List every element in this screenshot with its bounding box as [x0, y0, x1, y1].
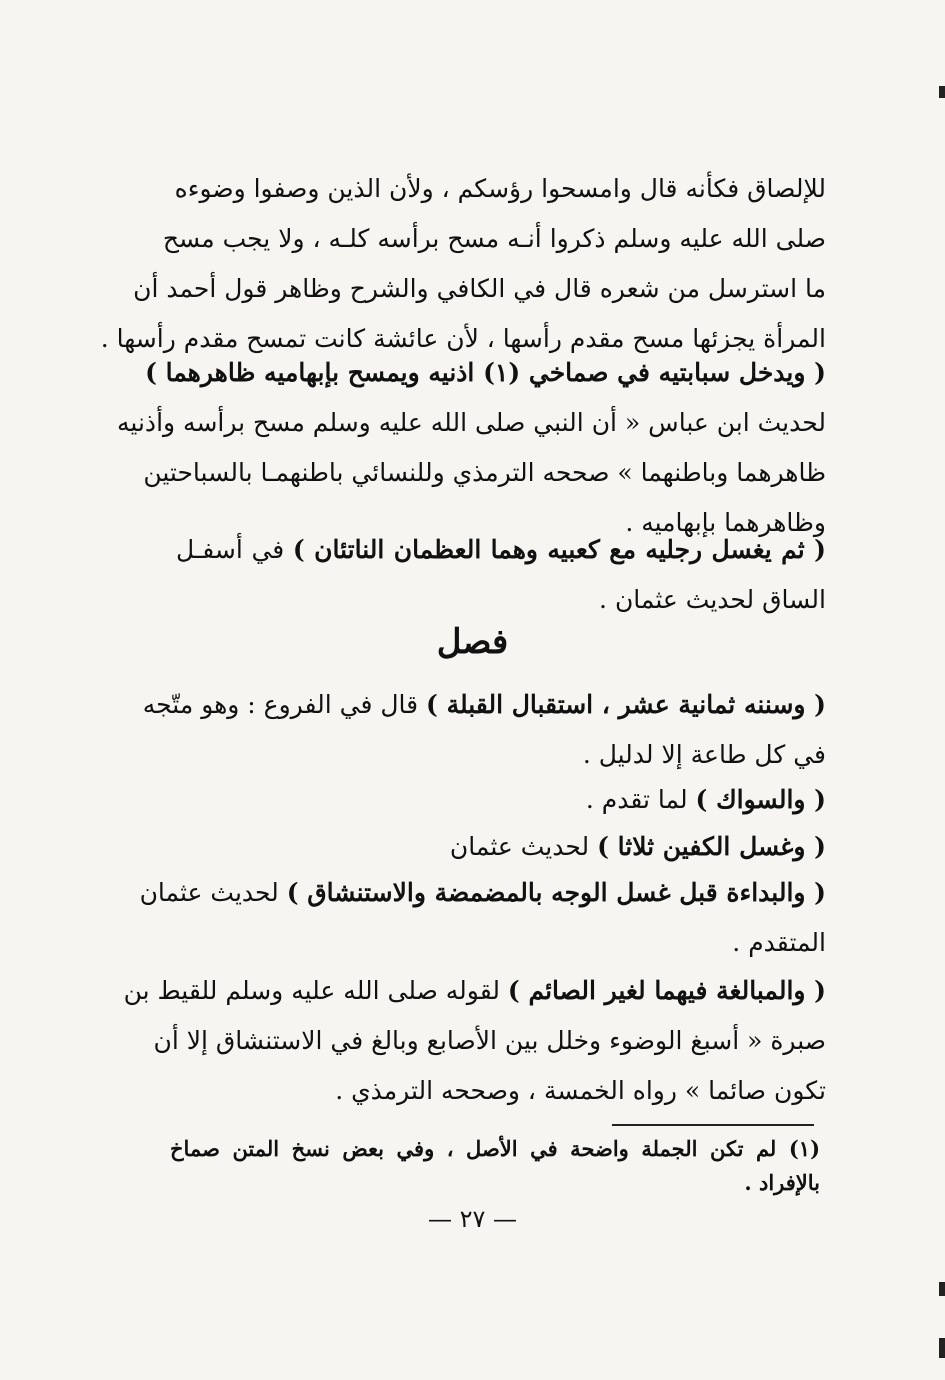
commentary-text: لحديث عثمان [449, 832, 590, 861]
text-line: ظاهرهما وباطنهما » صححه الترمذي وللنسائي باطنهمـا بالسباحتين [143, 458, 826, 487]
matn-text: ( وسننه ثمانية عشر ، استقبال القبلة ) [426, 690, 826, 719]
text-line [123, 966, 826, 1016]
text-line [142, 680, 826, 730]
commentary-text: لحديث عثمان [139, 878, 279, 907]
text-line [176, 822, 826, 872]
text-line [139, 868, 826, 918]
commentary-text: لما تقدم . [585, 785, 688, 814]
text-line: في كل طاعة إلا لدليل . [582, 740, 826, 769]
matn-text: ( ثم يغسل رجليه مع كعبيه وهما العظمان الناتئان ) [292, 535, 826, 564]
text-line: لحديث ابن عباس « أن النبي صلى الله عليه وسلم مسح برأسه وأذنيه [117, 408, 826, 437]
footnote-line: بالإفراد . [744, 1170, 820, 1195]
commentary-text: لقوله صلى الله عليه وسلم للقيط بن [123, 976, 500, 1005]
matn-heading: ( ويدخل سبابتيه في صماخي (١) اذنيه ويمسح بإبهاميه ظاهرهما ) [145, 358, 826, 387]
matn-text: ( والبداءة قبل غسل الوجه بالمضمضة والاستنشاق ) [286, 878, 826, 907]
scan-edge-mark [939, 1282, 945, 1296]
footnote-divider [612, 1124, 814, 1126]
scan-edge-mark [939, 86, 945, 98]
matn-text: ( وغسل الكفين ثلاثا ) [597, 832, 826, 861]
paragraph-1 [100, 164, 826, 364]
paragraph-8 [123, 966, 826, 1116]
footnote-line: (١) لم تكن الجملة واضحة في الأصل ، وفي بعض نسخ المتن صماخ [170, 1136, 820, 1161]
commentary-text: قال في الفروع : وهو متّجه [142, 690, 419, 719]
section-title: فصل [436, 622, 509, 662]
commentary-text: في أسفـل [176, 535, 285, 564]
text-line: الساق لحديث عثمان . [599, 585, 826, 614]
text-line: تكون صائما » رواه الخمسة ، وصححه الترمذي . [335, 1076, 826, 1105]
text-line: المرأة يجزئها مسح مقدم رأسها ، لأن عائشة كانت تمسح مقدم رأسها . [100, 324, 826, 353]
paragraph-2 [117, 348, 826, 548]
paragraph-3 [176, 525, 826, 625]
footnote [170, 1132, 820, 1200]
text-line: صلى الله عليه وسلم ذكروا أنـه مسح برأسه كلـه ، ولا يجب مسح [162, 224, 826, 253]
scan-edge-mark [939, 1338, 945, 1358]
text-line: للإلصاق فكأنه قال وامسحوا رؤسكم ، ولأن الذين وصفوا وضوءه [174, 174, 826, 203]
page-number: — ٢٧ — [427, 1205, 518, 1233]
paragraph-6 [176, 822, 826, 872]
text-line: المتقدم . [732, 928, 826, 957]
matn-text: ( والمبالغة فيهما لغير الصائم ) [507, 976, 826, 1005]
text-line: ما استرسل من شعره قال في الكافي والشرح وظاهر قول أحمد أن [133, 274, 826, 303]
text-line: وظاهرهما بإبهاميه . [625, 508, 826, 537]
paragraph-5 [176, 775, 826, 825]
text-line [176, 525, 826, 575]
text-line: صبرة « أسبغ الوضوء وخلل بين الأصابع وبالغ في الاستنشاق إلا أن [153, 1026, 826, 1055]
paragraph-4 [142, 680, 826, 780]
paragraph-7 [139, 868, 826, 968]
matn-text: ( والسواك ) [695, 785, 826, 814]
text-line [176, 775, 826, 825]
